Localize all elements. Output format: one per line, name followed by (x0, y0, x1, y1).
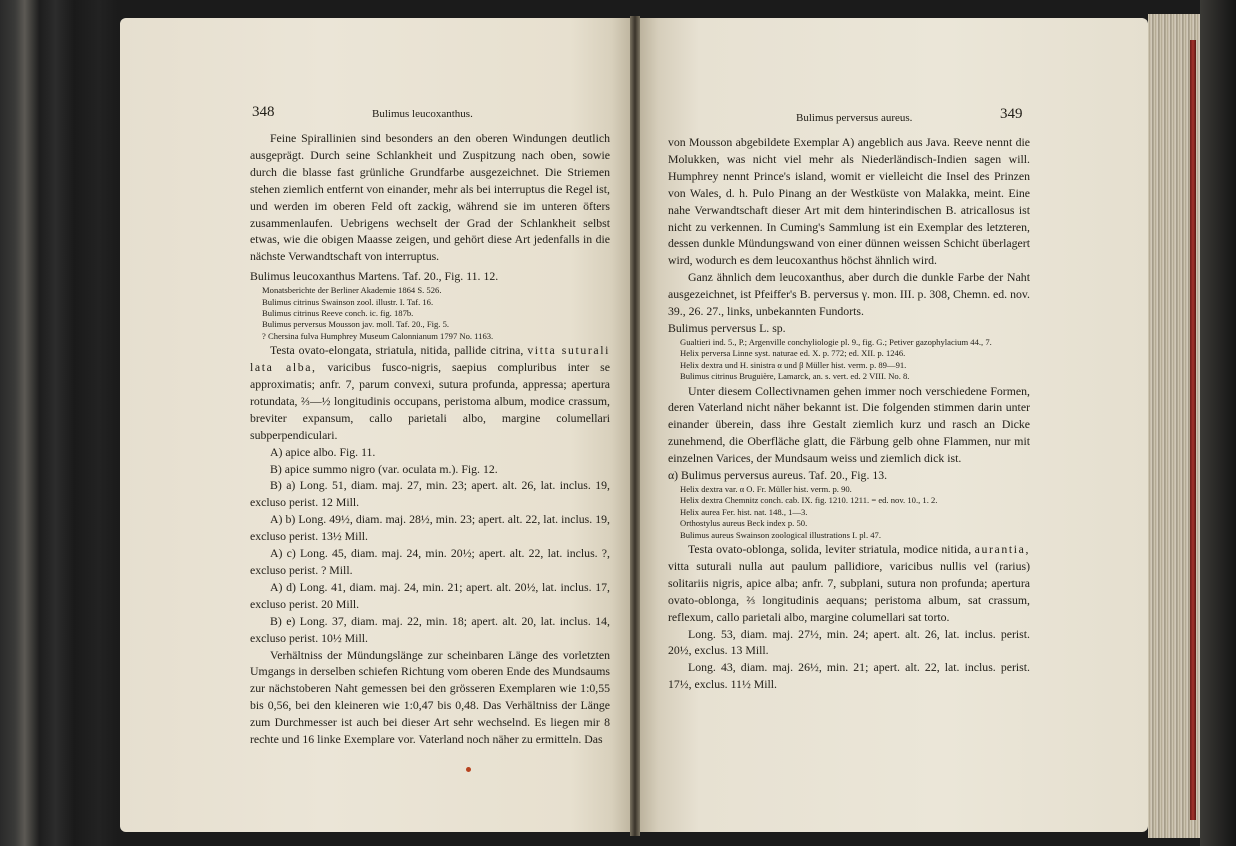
left-latin-rest: varicibus fusco-nigris, saepius compluribus inter se approximatis; anfr. 7, parum convexi, sutura profunda, appressa; apertura rotundata, ⅔—½ longitudinis occupans, peristoma album, modice crassum, breviter expansum, callo parietali albo, margine columellari subperpendiculari. (250, 360, 610, 442)
right-text-column (668, 134, 1030, 693)
right-running-head: Bulimus perversus aureus. (796, 112, 913, 124)
left-latin-lead: Testa ovato-elongata, striatula, nitida, pallide citrina, (270, 343, 524, 358)
right-intro-paragraph: von Mousson abgebildete Exemplar A) angeblich aus Java. Reeve nennt die Molukken, was nicht viel mehr als Niederländisch-Indien sagen will. Humphrey nennt Prince's island, womit er vielleicht die Insel des Prinzen von Wales, d. h. Pulo Pinang an der Westküste von Malakka, meint. Eine nahe Verwandtschaft dieser Art mit dem hinterindischen B. atricallosus ist nicht zu verkennen. In Cuming's Sammlung ist ein Exemplar des letzteren, dessen dunkle Mündungswand von einer dünnen weissen Schicht überlagert wird, wodurch es dem leucoxanthus höchst ähnlich wird. (668, 135, 1030, 268)
left-measure-3: B) a) Long. 51, diam. maj. 27, min. 23; apert. alt. 26, lat. inclus. 19, excluso perist. 12 Mill. (250, 478, 610, 510)
right-group-heading: Bulimus perversus L. sp. (668, 320, 786, 335)
left-synonym-1: Monatsberichte der Berliner Akademie 1864 S. 526. (262, 285, 442, 296)
right-group-synonym-2: Helix perversa Linne syst. naturae ed. X. p. 772; ed. XII. p. 1246. (680, 348, 906, 359)
left-measure-4: A) b) Long. 49½, diam. maj. 28½, min. 23; apert. alt. 22, lat. inclus. 19, excluso perist. 13½ Mill. (250, 512, 610, 544)
right-variety-synonym-2: Helix dextra Chemnitz conch. cab. IX. fig. 1210. 1211. = ed. nov. 10., 1. 2. (680, 495, 938, 506)
right-second-paragraph: Ganz ähnlich dem leucoxanthus, aber durch die dunkle Farbe der Naht ausgezeichnet, ist Pfeiffer's B. perversus γ. mon. III. p. 308, Chemn. ed. nov. 39., 26. 27., links, unbekannten Fundorts. (668, 270, 1030, 319)
left-page-number: 348 (252, 104, 275, 120)
cover-shadow (1200, 0, 1236, 846)
left-measure-1: A) apice albo. Fig. 11. (270, 444, 376, 459)
left-latin-description (250, 342, 610, 443)
right-page-number: 349 (1000, 106, 1023, 122)
right-latin-lead: Testa ovato-oblonga, solida, leviter striatula, modice nitida, (688, 541, 972, 556)
right-variety-heading: α) Bulimus perversus aureus. Taf. 20., Fig. 13. (668, 468, 888, 483)
book-spine (1190, 40, 1196, 820)
right-latin-description (668, 541, 1030, 626)
right-variety-synonym-5: Bulimus aureus Swainson zoological illustrations I. pl. 47. (680, 529, 881, 540)
right-group-synonym-3: Helix dextra und H. sinistra α und β Müller hist. verm. p. 89—91. (680, 359, 907, 370)
ink-spot (466, 767, 471, 772)
right-group-synonym-4: Bulimus citrinus Bruguière, Lamarck, an. s. vert. ed. 2 VIII. No. 8. (680, 371, 910, 382)
right-latin-rest: vitta suturali nulla aut paulum pallidiore, varicibus nullis vel (rarius) solitariis nigris, apice alba; anfr. 7, subplani, sutura non profunda; apertura ovato-oblonga, ⅔ longitudinis aequans; peristoma album, sat crassum, reflexum, callo parietali albo, margine columellari sat torto. (668, 558, 1030, 624)
left-synonym-3: Bulimus citrinus Reeve conch. ic. fig. 187b. (262, 307, 414, 318)
left-species-heading: Bulimus leucoxanthus Martens. Taf. 20., Fig. 11. 12. (250, 269, 499, 284)
left-measure-7: B) e) Long. 37, diam. maj. 22, min. 18; apert. alt. 20, lat. inclus. 14, excluso perist. 10½ Mill. (250, 613, 610, 645)
left-intro-paragraph: Feine Spirallinien sind besonders an den oberen Windungen deutlich ausgeprägt. Durch seine Schlankheit und Zuspitzung nach oben, sowie durch die blasse fast grünliche Grundfarbe ausgezeichnet. Die Striemen stehen ziemlich entfernt von einander, mehr als bei interruptus die Regel ist, und werden im oberen Feld oft zackig, während sie im unteren öfters zusammenlaufen. Uebrigens wechselt der Grad der Schlankheit selbst etwas, wie die obigen Maasse zeigen, und gehört diese Art jedenfalls in die nächste Verwandtschaft von interruptus. (250, 131, 610, 264)
right-collective-paragraph: Unter diesem Collectivnamen gehen immer noch verschiedene Formen, deren Vaterland nicht näher bekannt ist. Die folgenden stimmen darin unter einander überein, dass ihre Gestalt ziemlich kurz und rasch an Dicke zunehmend, die Oberfläche glatt, die Färbung gelb ohne Flammen, nur mit einzelnen Varices, der Mundsaum weiss und ziemlich dick ist. (668, 383, 1030, 466)
right-latin-spaced: aurantia, (974, 541, 1030, 556)
left-measure-2: B) apice summo nigro (var. oculata m.). Fig. 12. (270, 461, 498, 476)
right-measure-1: Long. 53, diam. maj. 27½, min. 24; apert. alt. 26, lat. inclus. perist. 20½, exclus. 13 Mill. (668, 626, 1030, 658)
left-text-column (250, 130, 610, 748)
right-variety-synonym-4: Orthostylus aureus Beck index p. 50. (680, 518, 808, 529)
left-measure-6: A) d) Long. 41, diam. maj. 24, min. 21; apert. alt. 20½, lat. inclus. 17, excluso perist. 20 Mill. (250, 579, 610, 611)
left-running-head: Bulimus leucoxanthus. (372, 108, 473, 120)
right-measure-2: Long. 43, diam. maj. 26½, min. 21; apert. alt. 22, lat. inclus. perist. 17½, exclus. 11½ Mill. (668, 660, 1030, 692)
left-synonym-2: Bulimus citrinus Swainson zool. illustr. I. Taf. 16. (262, 296, 434, 307)
right-group-synonym-1: Gualtieri ind. 5., P.; Argenville conchyliologie pl. 9., fig. G.; Petiver gazophylacium 44., 7. (680, 336, 992, 347)
right-variety-synonym-3: Helix aurea Fer. hist. nat. 148., 1—3. (680, 506, 808, 517)
book-gutter (630, 16, 640, 836)
left-synonym-5: ? Chersina fulva Humphrey Museum Calonnianum 1797 No. 1163. (262, 330, 494, 341)
left-measure-5: A) c) Long. 45, diam. maj. 24, min. 20½; apert. alt. 22, lat. inclus. ?, excluso perist. ? Mill. (250, 546, 610, 577)
right-variety-synonym-1: Helix dextra var. α O. Fr. Müller hist. verm. p. 90. (680, 483, 852, 494)
left-closing-paragraph: Verhältniss der Mündungslänge zur scheinbaren Länge des vorletzten Umgangs in derselben schiefen Richtung vom oberen Ende des Mundsaums zur nächstoberen Naht gemessen bei den grösseren Exemplaren wie 1:0,55 bis 0,56, bei den kleineren wie 1:0,47 bis 0,48. Das Verhältniss der Länge zum Durchmesser ist auch bei dieser Art sehr wechselnd. Es liegen mir 8 rechte und 16 linke Exemplare vor. Vaterland noch näher zu ermitteln. Das (250, 647, 610, 747)
left-synonym-4: Bulimus perversus Mousson jav. moll. Taf. 20., Fig. 5. (262, 319, 450, 330)
left-latin-spaced: vitta suturali lata alba, (250, 343, 610, 375)
